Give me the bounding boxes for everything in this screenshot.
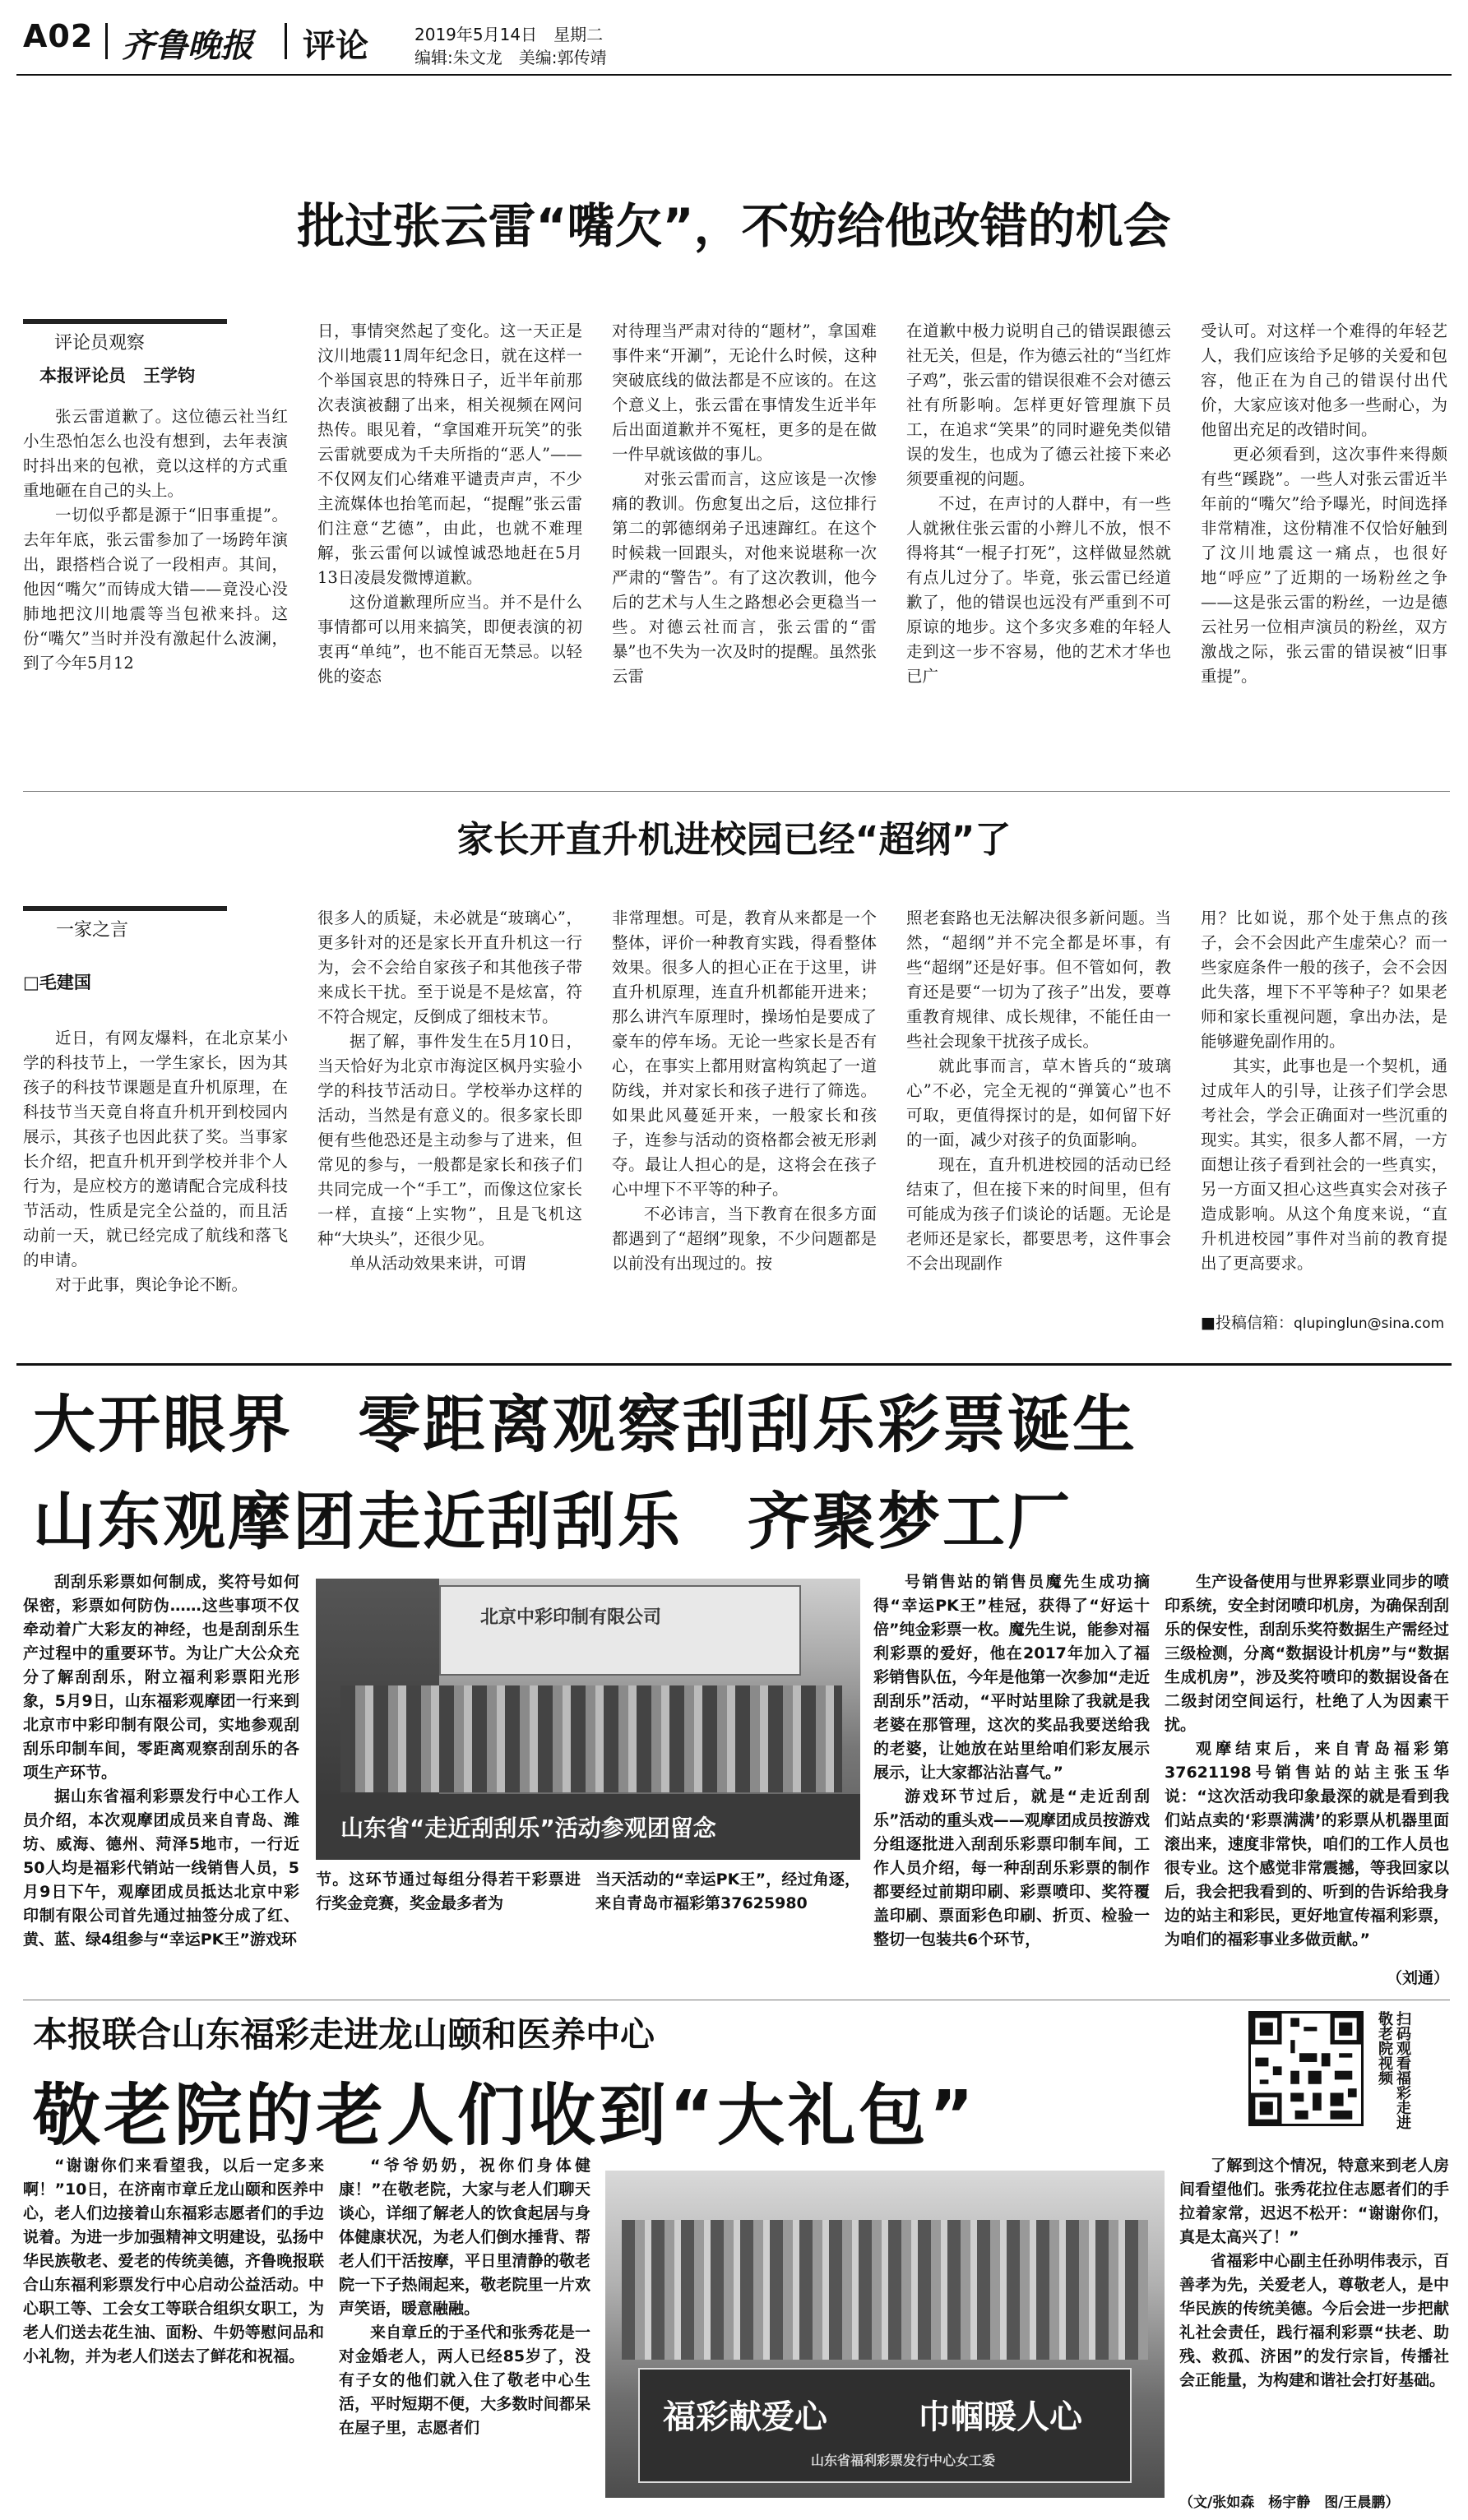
paragraph: 刮刮乐彩票如何制成，奖符号如何保密，彩票如何防伪……这些事项不仅牵动着广大彩友的神经，也是刮刮乐生产过程中的重要环节。为让广大公众充分了解刮刮乐，附立福利彩票阳光形象，5月9日，山东福彩观摩团一行来到北京市中彩印制有限公司，实地参观刮刮乐印制车间，零距离观察刮刮乐的各项生产环节。: [23, 1573, 299, 1782]
article4-headline: 敬老院的老人们收到“大礼包”: [33, 2077, 977, 2155]
article3-credit: （刘通）: [1386, 1969, 1449, 1987]
article4-col3: [1179, 2154, 1449, 2491]
article2-column-head: [23, 906, 227, 994]
article3-col1: [23, 1570, 299, 1995]
square-icon: ■: [1201, 1314, 1216, 1332]
contact-email[interactable]: qlupinglun@sina.com: [1293, 1315, 1445, 1332]
paragraph: 单从活动效果来讲，可谓: [350, 1254, 526, 1273]
article1-headline: 批过张云雷“嘴欠”，不妨给他改错的机会: [297, 198, 1171, 254]
paragraph: 照老套路也无法解决很多新问题。当然，“超纲”并不完全都是坏事，有些“超纲”还是好事。但不管如何，教育还是要“一切为了孩子”出发，要尊重教育规律、成长规律，不能任由一些社会现象干扰孩子成长。: [906, 909, 1171, 1051]
article3-headline-line2: 山东观摩团走近刮刮乐 齐聚梦工厂: [33, 1485, 1072, 1558]
divider: [285, 23, 287, 59]
qr-code-icon: [1251, 2014, 1361, 2124]
paragraph: 现在，直升机进校园的活动已经结束了，但在接下来的时间里，但有可能成为孩子们谈论的话题。无论是老师还是家长，都要思考，这件事会不会出现副作: [906, 1155, 1171, 1273]
article1-col1: [23, 405, 288, 781]
banner-left-text: 福彩献爱心: [663, 2398, 827, 2436]
article2-col1: [23, 1026, 288, 1355]
photo-caption-left: 节。这环节通过每组分得若干彩票进行奖金竞赛，奖金最多者为: [316, 1870, 581, 1912]
section-title: 评论: [303, 27, 368, 65]
qr-code[interactable]: [1248, 2011, 1364, 2126]
paragraph: 不过，在声讨的人群中，有一些人就揪住张云雷的小辫儿不放，恨不得将其“一棍子打死”，这样做显然就有点儿过分了。毕竟，张云雷已经道歉了，他的错误也远没有严重到不可原谅的地步。这个多灾多难的年轻人走到这一步不容易，他的艺术才华也已广: [906, 494, 1171, 686]
paragraph: 非常理想。可是，教育从来都是一个整体，评价一种教育实践，得看整体效果。很多人的担心正在于这里，讲直升机原理，连直升机都能开进来；那么讲汽车原理时，操场怕是要成了豪车的停车场。无论一些家长是否有心，在事实上都用财富构筑起了一道防线，并对家长和孩子进行了筛选。如果此风蔓延开来，一般家长和孩子，连参与活动的资格都会被无形剥夺。最让人担心的是，这将会在孩子心中埋下不平等的种子。: [612, 909, 877, 1199]
article4-col2: [339, 2154, 590, 2508]
masthead: [23, 18, 1454, 76]
paragraph: 近日，有网友爆料，在北京某小学的科技节上，一学生家长，因为其孩子的科技节课题是直升机原理，在科技节当天竟自将直升机开到校园内展示，其孩子也因此获了奖。当事家长介绍，把直升机开到学校并非个人行为，是应校方的邀请配合完成科技节活动，性质是完全公益的，而且活动前一天，就已经完成了航线和落飞的申请。: [23, 1029, 288, 1269]
paragraph: 其实，此事也是一个契机，通过成年人的引导，让孩子们学会思考社会，学会正确面对一些沉重的现实。其实，很多人都不屑，一方面想让孩子看到社会的一些真实，另一方面又担心这些真实会对孩子造成影响。从这个角度来说，“直升机进校园”事件对当前的教育提出了更高要求。: [1201, 1057, 1447, 1273]
paragraph: 游戏环节过后，就是“走近刮刮乐”活动的重头戏——观摩团成员按游戏分组逐批进入刮刮乐彩票印制车间，工作人员介绍，每一种刮刮乐彩票的制作都要经过前期印刷、彩票喷印、奖符覆盖印刷、票面彩色印刷、折页、检验一整切一包装共6个环节，: [873, 1787, 1150, 1949]
editor-credits: 编辑:朱文龙 美编:郭传靖: [414, 48, 607, 67]
paragraph: 省福彩中心副主任孙明伟表示，百善孝为先，关爱老人，尊敬老人，是中华民族的传统美德。今后会进一步把献礼社会责任，践行福利彩票“扶老、助残、救孤、济困”的发行宗旨，传播社会正能量，为构建和谐社会打好基础。: [1179, 2252, 1449, 2389]
crowd: [622, 2220, 1148, 2360]
group-photo: [316, 1579, 860, 1860]
byline: [23, 969, 227, 994]
paragraph: 日，事情突然起了变化。这一天正是汶川地震11周年纪念日，就在这样一个举国哀思的特殊日子，近半年前那次表演被翻了出来，相关视频在网问热传。眼见着，“拿国难开玩笑”的张云雷就要成为千夫所指的“恶人”——不仅网友们心绪难平谴责声声，不少主流媒体也抬笔而起，“提醒”张云雷们注意“艺德”，由此，也就不难理解，张云雷何以诚惶诚恐地赶在5月13日凌晨发微博道歉。: [317, 321, 582, 587]
article3-col3: [873, 1570, 1150, 1995]
paragraph: 这份道歉理所应当。并不是什么事情都可以用来搞笑，即便表演的初衷再“单纯”，也不能百无禁忌。以轻佻的姿态: [317, 593, 582, 686]
article3-headline-line1: 大开眼界 零距离观察刮刮乐彩票诞生: [33, 1388, 1137, 1461]
page-number: A02: [23, 18, 94, 54]
article2-col4: [906, 906, 1171, 1355]
column-name: 一家之言: [56, 920, 129, 941]
article1-col3: [612, 319, 877, 781]
paragraph: 号销售站的销售员魔先生成功摘得“幸运PK王”桂冠，获得了“好运十倍”纯金彩票一枚。魔先生说，能参对福利彩票的爱好，他在2017年加入了福彩销售队伍，今年是他第一次参加“走近刮刮乐”活动，“平时站里除了我就是我老婆在那管理，这次的奖品我要送给我的老婆，让她放在站里给咱们彩友展示展示，让大家都沾沾喜气。”: [873, 1573, 1150, 1782]
paragraph: 生产设备使用与世界彩票业同步的喷印系统，安全封闭喷印机房，为确保刮刮乐的保安性，刮刮乐奖符数据生产需经过三级检测，分离“数据设计机房”与“数据生成机房”，涉及奖符喷印的数据设备在二级封闭空间运行，杜绝了人为因素干扰。: [1165, 1573, 1449, 1734]
paragraph: 了解到这个情况，特意来到老人房间看望他们。张秀花拉住志愿者们的手拉着家常，迟迟不松开：“谢谢你们，真是太高兴了！”: [1179, 2157, 1449, 2246]
article2-col5: [1201, 906, 1447, 1301]
crowd: [340, 1685, 842, 1792]
paragraph: 对待理当严肃对待的“题材”，拿国难事件来“开涮”，无论什么时候，这种突破底线的做法都是不应该的。在这个意义上，张云雷在事情发生近半年后出面道歉并不冤枉，更多的是在做一件早就该做的事儿。: [612, 321, 877, 464]
paragraph: 对于此事，舆论争论不断。: [55, 1275, 248, 1294]
divider: [105, 23, 108, 59]
article2-headline: 家长开直升机进校园已经“超纲”了: [456, 819, 1012, 861]
article2-col2: [317, 906, 582, 1355]
paragraph: 就此事而言，草木皆兵的“玻璃心”不必，完全无视的“弹簧心”也不可取，更值得探讨的是，如何留下好的一面，减少对孩子的负面影响。: [906, 1057, 1171, 1149]
paragraph: 受认可。对这样一个难得的年轻艺人，我们应该给予足够的关爱和包容，他正在为自己的错误付出代价，大家应该对他多一些耐心，为他留出充足的改错时间。: [1201, 321, 1447, 439]
paragraph: 不必讳言，当下教育在很多方面都遇到了“超纲”现象，不少问题都是以前没有出现过的。按: [612, 1205, 877, 1273]
paragraph: 据了解，事件发生在5月10日，当天恰好为北京市海淀区枫丹实验小学的科技节活动日。学校举办这样的活动，当然是有意义的。很多家长即便有些他恐还是主动参与了进来，但常见的参与，一般都是家长和孩子们共同完成一个“手工”，而像这位家长一样，直接“上实物”，且是飞机这种“大块头”，还很少见。: [317, 1032, 582, 1248]
paragraph: 一切似乎都是源于“旧事重提”。去年年底，张云雷参加了一场跨年演出，跟搭档合说了一段相声。其间，他因“嘴欠”而铸成大错——竟没心没肺地把汶川地震等当包袱来抖。这份“嘴欠”当时并没有激起什么波澜，到了今年5月12: [23, 506, 288, 673]
paragraph: “爷爷奶奶，祝你们身体健康！”在敬老院，大家与老人们聊天谈心，详细了解老人的饮食起居与身体健康状况，为老人们倒水捶背、帮老人们干活按摩，平日里清静的敬老院一下子热闹起来，敬老院里一片欢声笑语，暖意融融。: [339, 2157, 590, 2318]
paragraph: 对张云雷而言，这应该是一次惨痛的教训。伤愈复出之后，这位排行第二的郭德纲弟子迅速蹿红。在这个时候栽一回跟头，对他来说堪称一次严肃的“警告”。有了这次教训，他今后的艺术与人生之路想必会更稳当一些。对德云社而言，张云雷的“雷暴”也不失为一次及时的提醒。虽然张云雷: [612, 469, 877, 686]
paragraph: 观摩结束后，来自青岛福彩第37621198号销售站的站主张玉华说：“这次活动我印象最深的就是看到我们站点卖的‘彩票满满’的彩票从机器里面滚出来，速度非常快，咱们的工作人员也很专业。这个感觉非常震撼，等我回家以后，我会把我看到的、听到的告诉给我身边的站主和彩民，更好地宣传福利彩票，为咱们的福彩事业多做贡献。”: [1165, 1740, 1449, 1949]
section-divider: [16, 1363, 1452, 1366]
square-icon: □: [23, 973, 39, 992]
paragraph: 更必须看到，这次事件来得颇有些“蹊跷”。一些人对张云雷近半年前的“嘴欠”给予曝光，时间选择非常精准，这份精准不仅恰好触到了汶川地震这一痛点，也很好地“呼应”了近期的一场粉丝之争——这是张云雷的粉丝，一边是德云社另一位相声演员的粉丝，双方激战之际，张云雷的错误被“旧事重提”。: [1201, 445, 1447, 686]
contact-label: 投稿信箱：: [1215, 1314, 1294, 1332]
paragraph: 很多人的质疑，未必就是“玻璃心”，更多针对的还是家长开直升机这一行为，会不会给自家孩子和其他孩子带来成长干扰。至于说是不是炫富，符不符合规定，反倒成了细枝末节。: [317, 909, 582, 1026]
article1-col2: [317, 319, 582, 781]
newspaper-logo: 齐鲁晚报: [122, 26, 253, 65]
article4-col1: [23, 2154, 324, 2508]
issue-date: 2019年5月14日 星期二: [414, 25, 604, 44]
contact-line: [1201, 1311, 1447, 1333]
article4-kicker: 本报联合山东福彩走进龙山颐和医养中心: [33, 2014, 655, 2055]
qr-caption: 扫码观看福彩走进敬老院视频: [1376, 2011, 1411, 2129]
banner-right-text: 巾帼暖人心: [918, 2398, 1082, 2436]
article2-col3: [612, 906, 877, 1355]
author-name: 毛建国: [39, 973, 91, 992]
photo-caption-right: 当天活动的“幸运PK王”，经过角逐，来自青岛市福彩第37625980: [595, 1870, 860, 1912]
building-facade: [439, 1585, 801, 1676]
company-sign: 北京中彩印制有限公司: [480, 1607, 662, 1628]
paragraph: 张云雷道歉了。这位德云社当红小生恐怕怎么也没有想到，去年表演时抖出来的包袱，竟以这样的方式重重地砸在自己的头上。: [23, 407, 288, 500]
paragraph: 在道歉中极力说明自己的错误跟德云社无关，但是，作为德云社的“当红炸子鸡”，张云雷的错误很难不会对德云社有所影响。怎样更好管理旗下员工，在追求“笑果”的同时避免类似错误的发生，也成为了德云社接下来必须要重视的问题。: [906, 321, 1171, 488]
byline: 本报评论员 王学钧: [39, 366, 195, 386]
paragraph: 据山东省福利彩票发行中心工作人员介绍，本次观摩团成员来自青岛、潍坊、威海、德州、菏泽5地市，一行近50人均是福彩代销站一线销售人员，5月9日下午，观摩团成员抵达北京中彩印制有限公司首先通过抽签分成了红、黄、蓝、绿4组参与“幸运PK王”游戏环: [23, 1787, 299, 1949]
paragraph: 来自章丘的于圣代和张秀花是一对金婚老人，两人已经85岁了，没有子女的他们就入住了敬老中心生活，平时短期不便，大多数时间都呆在屋子里，志愿者们: [339, 2323, 590, 2437]
masthead-rule: [16, 74, 1452, 76]
article4-credit: （文/张如森 杨宇静 图/王晨鹏）: [1179, 2495, 1400, 2511]
section-divider: [23, 791, 1450, 792]
article1-col5: [1201, 319, 1447, 781]
article1-col4: [906, 319, 1171, 781]
nursing-home-photo: [605, 2171, 1165, 2498]
article1-column-head: [23, 319, 227, 387]
banner-small-text: 山东省福利彩票发行中心女工委: [811, 2453, 996, 2468]
article3-col4: [1165, 1570, 1449, 1957]
column-name: 评论员观察: [54, 333, 146, 354]
paragraph: 用？比如说，那个处于焦点的孩子，会不会因此产生虚荣心？而一些家庭条件一般的孩子，会不会因此失落，埋下不平等种子？如果老师和家长重视问题，拿出办法，是能够避免副作用的。: [1201, 909, 1447, 1051]
paragraph: “谢谢你们来看望我，以后一定多来啊！”10日，在济南市章丘龙山颐和医养中心，老人们边接着山东福彩志愿者们的手边说着。为进一步加强精神文明建设，弘扬中华民族敬老、爱老的传统美德，齐鲁晚报联合山东福利彩票发行中心启动公益活动。中心职工等、工会女工等联合组织女职工，为老人们送去花生油、面粉、牛奶等慰问品和小礼物，并为老人们送去了鲜花和祝福。: [23, 2157, 324, 2365]
banner-text: 山东省“走近刮刮乐”活动参观团留念: [340, 1815, 716, 1842]
